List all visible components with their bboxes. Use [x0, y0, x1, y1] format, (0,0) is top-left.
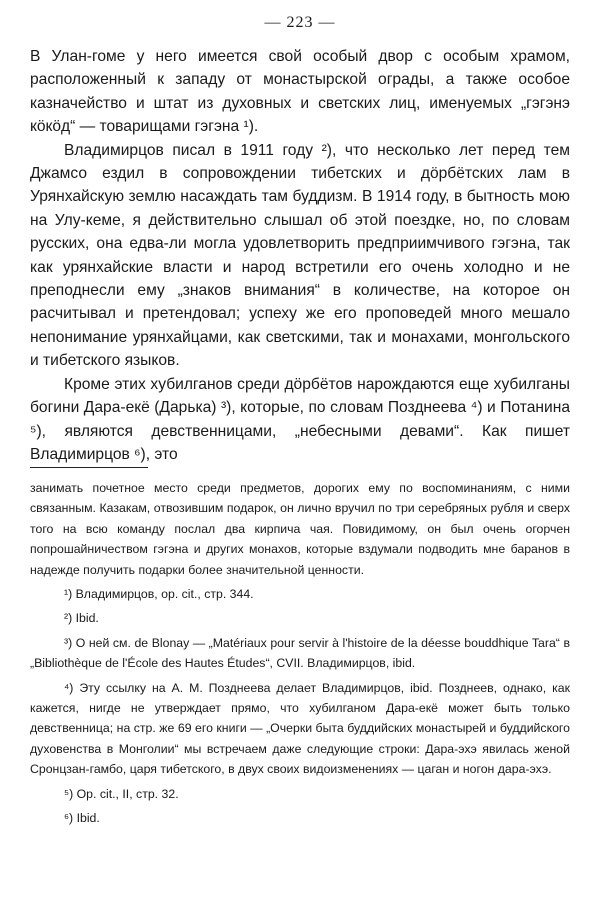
paragraph-3: Кроме этих хубилганов среди дöрбётов нарождаются еще хубилганы богини Дара-екё (Дарька) ³), которые, по словам Позднеева ⁴) и Потанина ⁵), являются девственницами, „небесными девами“. Как пишет Владимирцов ⁶), это: [30, 375, 570, 463]
main-text: [30, 45, 570, 466]
footnote-divider: [30, 467, 148, 468]
page-number: — 223 —: [264, 14, 336, 31]
footnote-4: ⁴) Эту ссылку на А. М. Позднеева делает Владимирцов, ibid. Позднеев, однако, как кажется, нигде не утверждает прямо, что хубилганом Дара-екё может быть только девственница; на стр. же 69 его книги — „Очерки быта буддийских монастырей и буддийского духовенства в Монголии“ мы встречаем даже следующие строки: Дара-эхэ явилась женой Сронцзан-гамбо, царя тибетского, в двух своих видоизменениях — цаган и ногон дара-эхэ.: [30, 680, 570, 777]
footnote-continuation: занимать почетное место среди предметов, дорогих ему по воспоминаниям, с ними связанным. Казакам, отвозившим подарок, он лично вручил по три серебряных рубля и сверх того на всю команду послал два кирпича чая. Повидимому, он был очень огорчен попрошайничеством гэгэна и других монахов, которые вздумали подводить мне баранов в надежде получить подарки более значительной ценности.: [30, 481, 570, 577]
footnote-1: ¹) Владимирцов, op. cit., стр. 344.: [64, 587, 254, 602]
paragraph-1: В Улан-гоме у него имеется свой особый двор с особым храмом, расположенный к западу от монастырской ограды, а также особое казначейство и штат из духовных и светских лиц, именуемых „гэгэнэ кöкöд“ — товарищами гэгэна ¹).: [30, 48, 570, 136]
footnote-6: ⁶) Ibid.: [64, 811, 100, 826]
footnote-3: ³) О ней см. de Blonay — „Matériaux pour servir à l'histoire de la déesse bouddhique Tara“ в „Bibliothèque de l'École des Hautes Études“, CVII. Владимирцов, ibid.: [30, 635, 570, 671]
footnotes: [30, 478, 570, 829]
footnote-2: ²) Ibid.: [64, 611, 99, 626]
footnote-5: ⁵) Op. cit., II, стр. 32.: [64, 786, 179, 801]
paragraph-2: Владимирцов писал в 1911 году ²), что несколько лет перед тем Джамсо ездил в сопровождении тибетских и дöрбётских лам в Урянхайскую землю насаждать там буддизм. В 1914 году, в бытность мою на Улу-кеме, я действительно слышал об этой поездке, но, по словам русских, она едва-ли могла удовлетворить предприимчивого гэгэна, так как урянхайские власти и народ встретили его очень холодно и не преподнесли ему „знаков внимания“ в количестве, на которое он расчитывал и претендовал; успеху же его проповедей много мешало непонимание урянхайцами, как светскими, так и монахами, монгольского и тибетского языков.: [30, 141, 570, 370]
